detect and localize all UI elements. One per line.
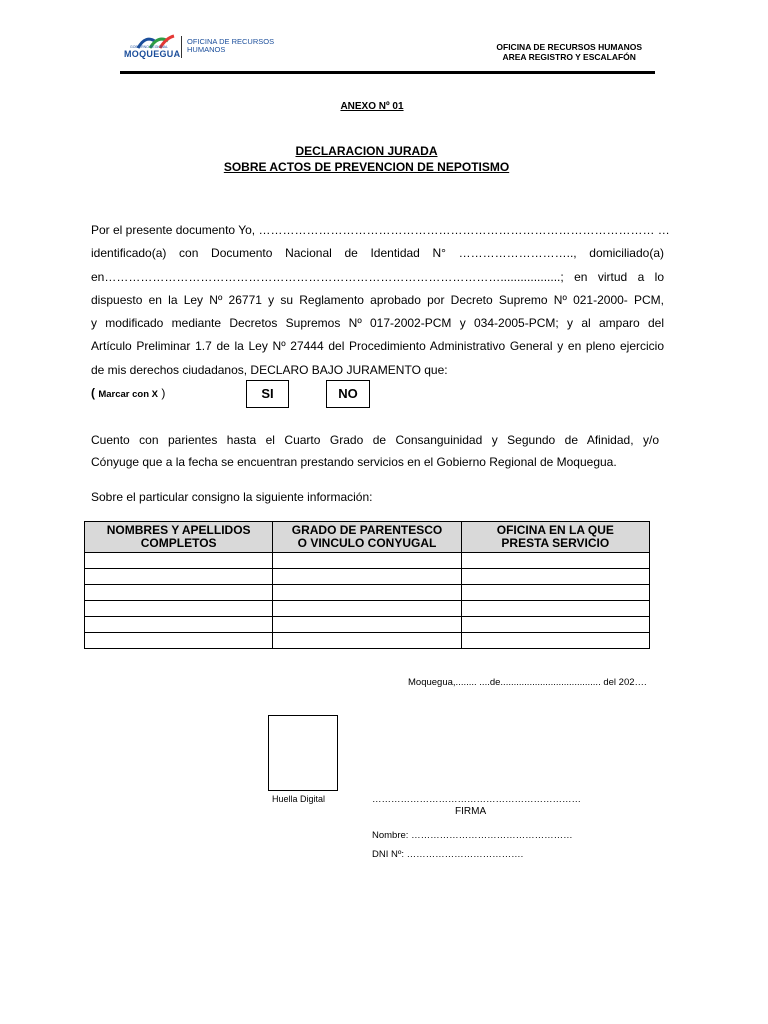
table-cell[interactable]	[461, 633, 649, 649]
paragraph-line: dispuesto en la Ley Nº 26771 y su Reglamento aprobado por Decreto Supremo Nº 021-2000- PCM,	[91, 292, 664, 307]
table-cell[interactable]	[85, 601, 273, 617]
table-cell[interactable]	[461, 553, 649, 569]
table-row	[85, 601, 650, 617]
table-row	[85, 569, 650, 585]
table-cell[interactable]	[85, 553, 273, 569]
sobre-text: Sobre el particular consigno la siguiente información:	[91, 490, 373, 504]
table-cell[interactable]	[273, 569, 461, 585]
table-cell[interactable]	[273, 617, 461, 633]
title-line1: DECLARACION JURADA	[295, 144, 438, 158]
table-cell[interactable]	[461, 617, 649, 633]
paragraph-line: en………………………………………………………………………………………..................; en virtud a lo	[91, 269, 664, 284]
table-cell[interactable]	[85, 569, 273, 585]
table-header-row	[85, 522, 650, 553]
header-office-line1: OFICINA DE RECURSOS HUMANOS	[496, 42, 642, 52]
table-row	[85, 585, 650, 601]
cuento-paragraph	[91, 429, 659, 473]
header-rule	[120, 71, 655, 74]
paragraph-line: de mis derechos ciudadanos, DECLARO BAJO JURAMENTO que:	[91, 362, 448, 377]
table-row	[85, 553, 650, 569]
table-cell[interactable]	[273, 601, 461, 617]
column-header-nombres: NOMBRES Y APELLIDOS COMPLETOS	[85, 522, 273, 553]
table-cell[interactable]	[461, 585, 649, 601]
table-cell[interactable]	[273, 553, 461, 569]
date-line: Moquegua,........ ....de...................................... del 202….	[408, 677, 647, 688]
signature-label: FIRMA	[455, 806, 487, 817]
name-field: Nombre: ……………………………………………	[372, 830, 573, 841]
paragraph-line: y modificado mediante Decretos Supremos Nº 017-2002-PCM y 034-2005-PCM; y al amparo del	[91, 316, 664, 331]
column-header-grado: GRADO DE PARENTESCO O VINCULO CONYUGAL	[273, 522, 461, 553]
header-office-line2: AREA REGISTRO Y ESCALAFÓN	[502, 52, 636, 62]
table-cell[interactable]	[461, 601, 649, 617]
marcar-instruction: ( Marcar con X )	[91, 386, 166, 400]
logo-divider	[181, 36, 182, 58]
cuento-line2: Cónyuge que a la fecha se encuentran prestando servicios en el Gobierno Regional de Moquegua.	[91, 455, 617, 469]
column-header-oficina: OFICINA EN LA QUE PRESTA SERVICIO	[461, 522, 649, 553]
paragraph-line: Artículo Preliminar 1.7 de la Ley Nº 27444 del Procedimiento Administrativo General y en pleno ejercicio	[91, 339, 664, 354]
anexo-label: ANEXO Nº 01	[340, 101, 404, 112]
fingerprint-box	[268, 715, 338, 791]
table-cell[interactable]	[461, 569, 649, 585]
logo-office-text: OFICINA DE RECURSOS HUMANOS	[187, 37, 275, 54]
no-checkbox[interactable]: NO	[326, 380, 370, 408]
cuento-line1: Cuento con parientes hasta el Cuarto Grado de Consanguinidad y Segundo de Afinidad, y/o	[91, 433, 659, 447]
declaration-paragraph	[91, 219, 670, 382]
table-cell[interactable]	[273, 585, 461, 601]
logo-subtitle: GOBIERNO REGIONAL	[130, 45, 168, 49]
table-cell[interactable]	[85, 633, 273, 649]
dni-field: DNI Nº: ……………………………….	[372, 849, 524, 860]
si-checkbox[interactable]: SI	[246, 380, 289, 408]
paragraph-line: identificado(a) con Documento Nacional de Identidad N° ……………………….., domiciliado(a)	[91, 246, 664, 261]
table-cell[interactable]	[85, 585, 273, 601]
header-office	[496, 42, 642, 62]
table-row	[85, 633, 650, 649]
table-row	[85, 617, 650, 633]
marcar-label: Marcar con X	[98, 389, 159, 400]
relatives-table	[84, 521, 650, 649]
fingerprint-label: Huella Digital	[272, 794, 326, 804]
logo-word: MOQUEGUA	[124, 49, 181, 59]
table-cell[interactable]	[85, 617, 273, 633]
title-line2: SOBRE ACTOS DE PREVENCION DE NEPOTISMO	[223, 160, 510, 174]
table-cell[interactable]	[273, 633, 461, 649]
signature-line: …………………………………………………………	[372, 794, 581, 805]
paragraph-line: Por el presente documento Yo, ……………………………………………………………………………………… …	[91, 223, 670, 237]
